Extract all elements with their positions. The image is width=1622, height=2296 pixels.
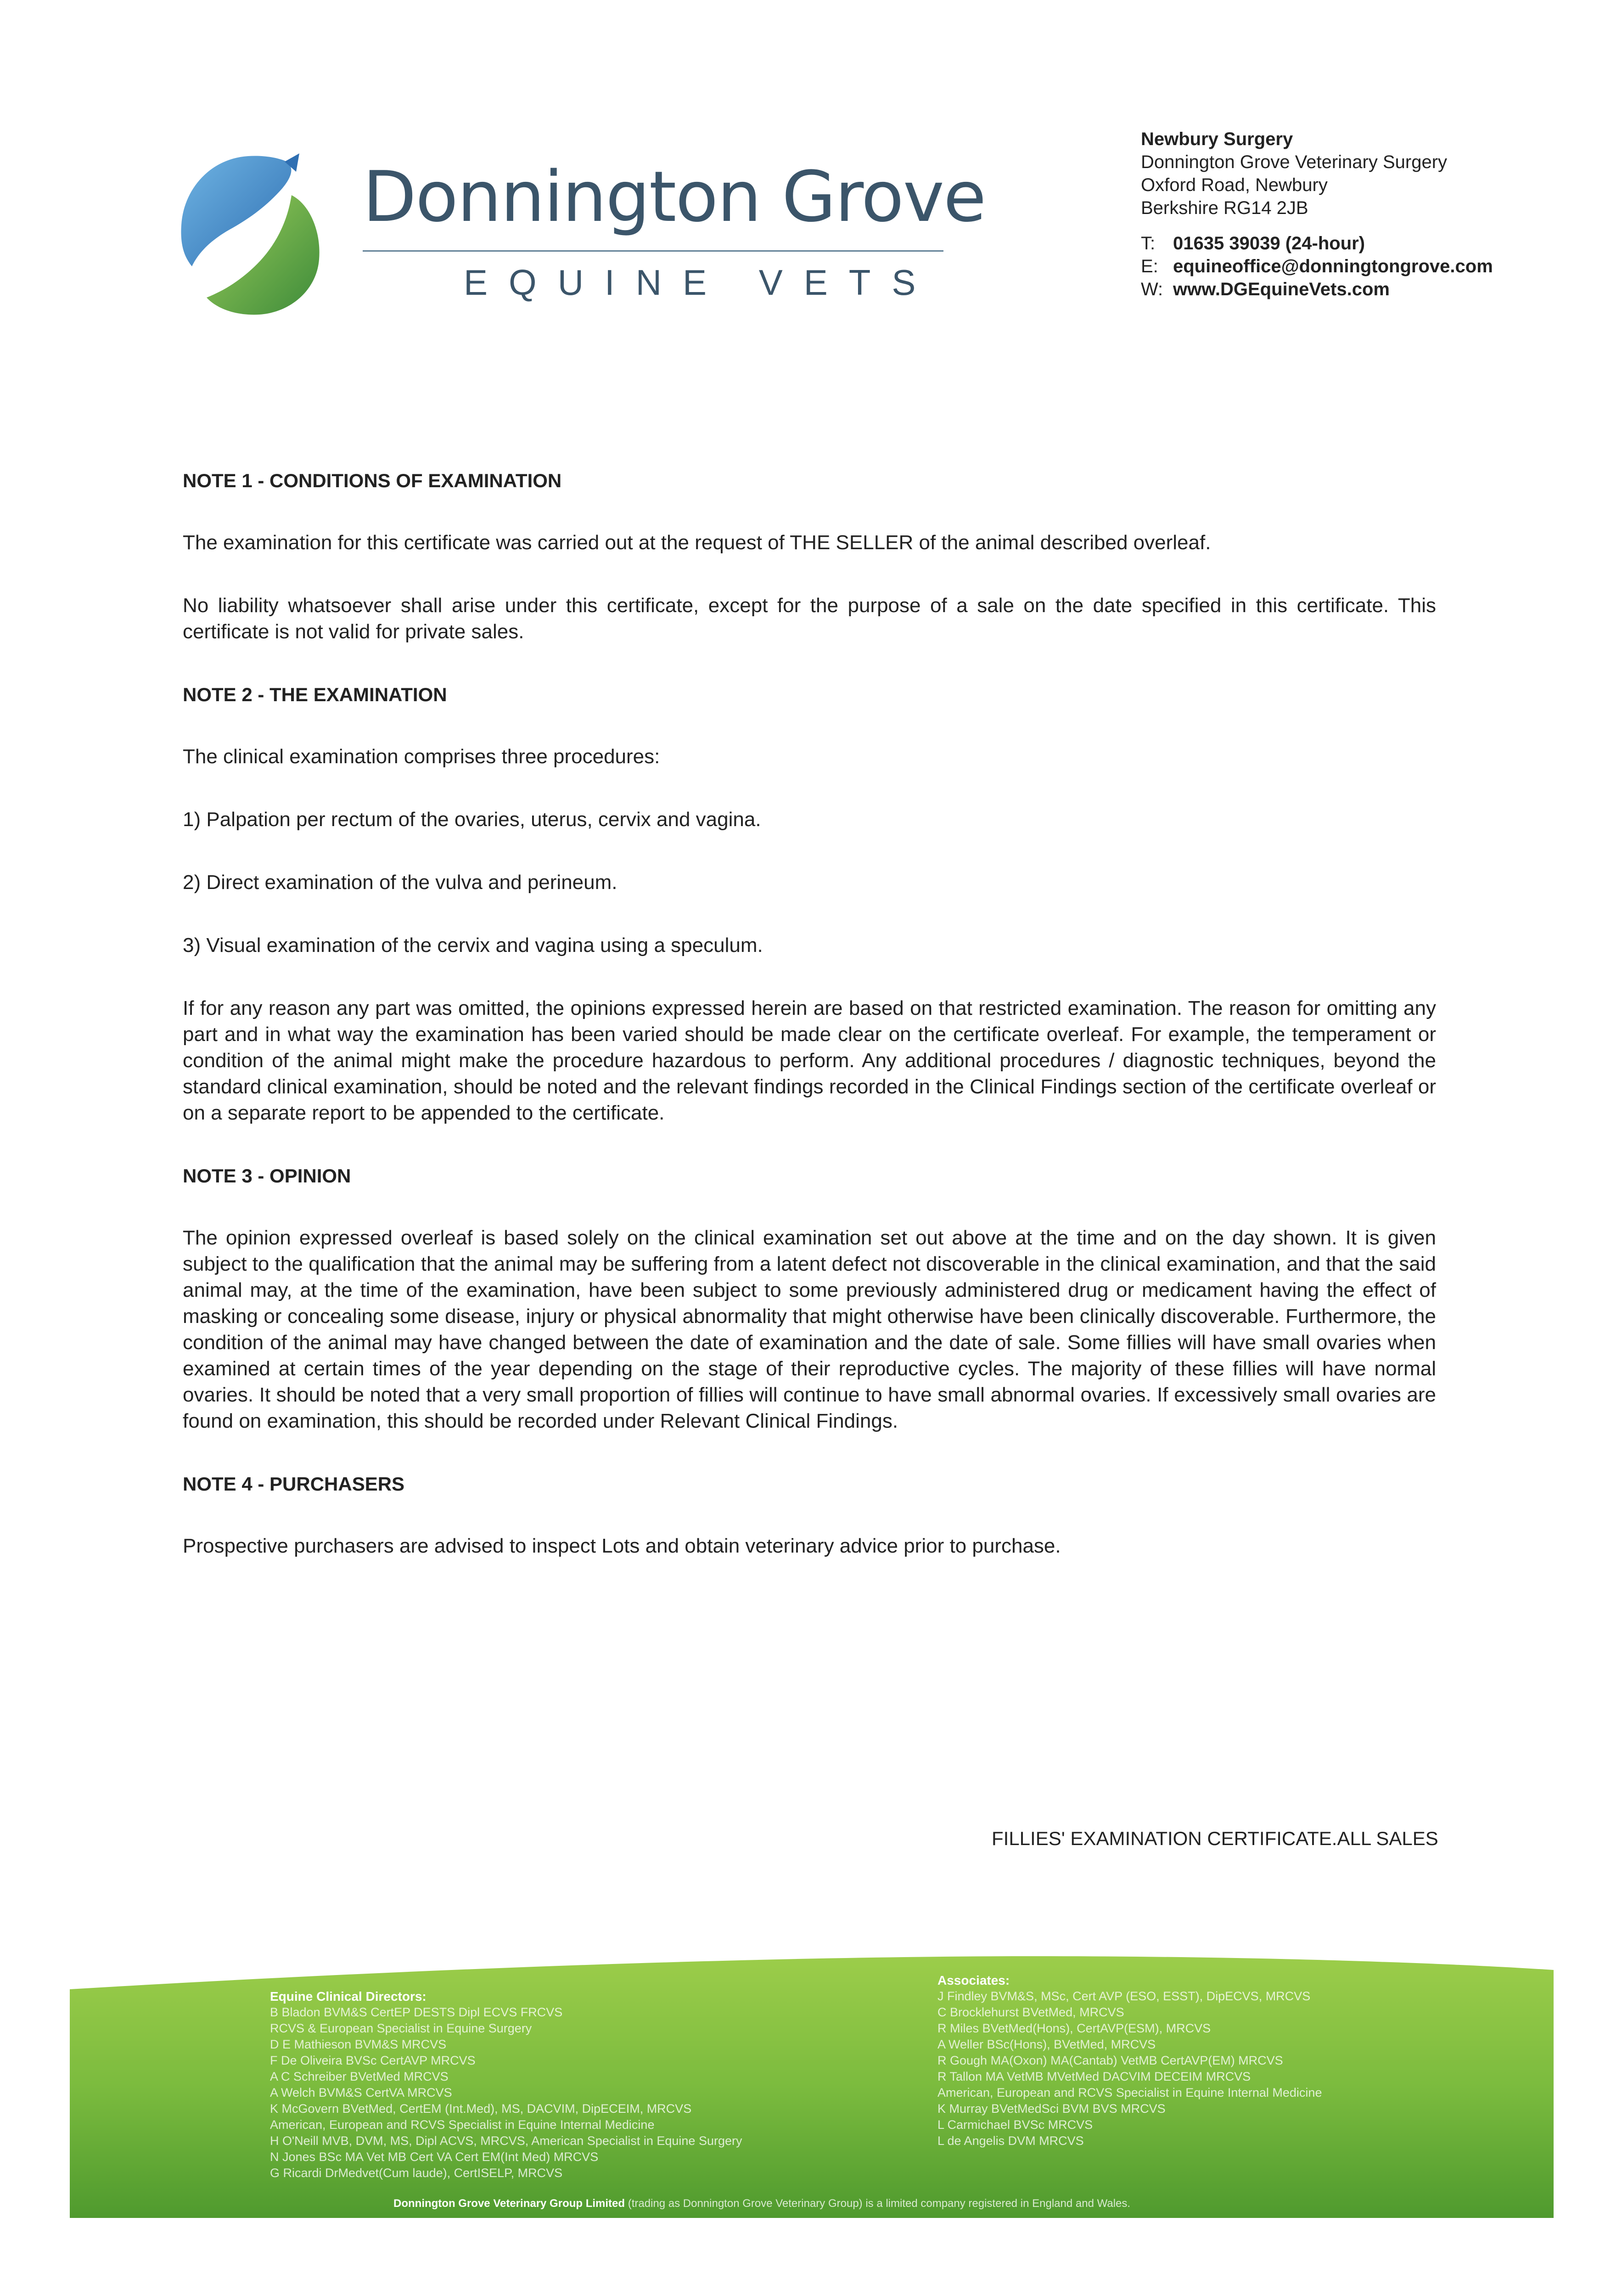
director-entry: N Jones BSc MA Vet MB Cert VA Cert EM(Int Med) MRCVS: [270, 2150, 599, 2164]
director-entry: G Ricardi DrMedvet(Cum laude), CertISELP, MRCVS: [270, 2166, 563, 2180]
address-line: Berkshire RG14 2JB: [1141, 198, 1308, 218]
office-name: Newbury Surgery: [1141, 129, 1293, 149]
associate-entry: R Tallon MA VetMB MVetMed DACVIM DECEIM MRCVS: [937, 2070, 1251, 2083]
director-entry: A Welch BVM&S CertVA MRCVS: [270, 2086, 452, 2099]
address-block: [1141, 128, 1447, 219]
contact-website: [1141, 278, 1493, 301]
director-entry: American, European and RCVS Specialist in Equine Internal Medicine: [270, 2118, 655, 2132]
telephone-value: 01635 39039 (24-hour): [1173, 233, 1365, 253]
note-1-heading: NOTE 1 - CONDITIONS OF EXAMINATION: [183, 470, 562, 491]
note-2-paragraph-2: If for any reason any part was omitted, the opinions expressed herein are based on that restricted examination. The reason for omitting any part and in what way the examination has been varied should be made clear on the certificate overleaf. For example, the temperament or condition of the animal might make the procedure hazardous to perform. Any additional procedures / diagnostic techniques, beyond the standard clinical examination, should be noted and the relevant findings recorded in the Clinical Findings section of the certificate overleaf or on a separate report to be appended to the certificate.: [183, 997, 1436, 1124]
telephone-label: T:: [1141, 233, 1156, 253]
procedure-item-1: 1) Palpation per rectum of the ovaries, uterus, cervix and vagina.: [183, 808, 761, 831]
note-3-heading: NOTE 3 - OPINION: [183, 1165, 351, 1187]
associate-entry: R Miles BVetMed(Hons), CertAVP(ESM), MRCVS: [937, 2021, 1211, 2035]
email-label: E:: [1141, 256, 1158, 276]
horse-head-logo-icon: [179, 152, 331, 317]
address-line: Oxford Road, Newbury: [1141, 175, 1328, 195]
contact-email: [1141, 255, 1493, 278]
document-reference: FILLIES' EXAMINATION CERTIFICATE.ALL SALES: [992, 1828, 1438, 1849]
associates-list: [937, 1972, 1322, 2149]
directors-list: [270, 1988, 742, 2181]
email-value[interactable]: equineoffice@donningtongrove.com: [1173, 256, 1493, 276]
associate-entry: L Carmichael BVSc MRCVS: [937, 2118, 1093, 2132]
note-2-paragraph-1: The clinical examination comprises three procedures:: [183, 745, 660, 768]
associate-entry: J Findley BVM&S, MSc, Cert AVP (ESO, ESST), DipECVS, MRCVS: [937, 1989, 1311, 2003]
associate-entry: American, European and RCVS Specialist in Equine Internal Medicine: [937, 2086, 1322, 2099]
director-entry: K McGovern BVetMed, CertEM (Int.Med), MS, DACVIM, DipECEIM, MRCVS: [270, 2102, 692, 2116]
director-entry: B Bladon BVM&S CertEP DESTS Dipl ECVS FRCVS: [270, 2005, 563, 2019]
website-value[interactable]: www.DGEquineVets.com: [1173, 279, 1390, 299]
director-entry: RCVS & European Specialist in Equine Surgery: [270, 2021, 532, 2035]
associate-entry: K Murray BVetMedSci BVM BVS MRCVS: [937, 2102, 1166, 2116]
director-entry: D E Mathieson BVM&S MRCVS: [270, 2037, 447, 2051]
note-1-paragraph-1: The examination for this certificate was carried out at the request of THE SELLER of the animal described overleaf.: [183, 531, 1211, 554]
associate-entry: A Weller BSc(Hons), BVetMed, MRCVS: [937, 2037, 1156, 2051]
company-registration-line: [393, 2197, 1130, 2210]
associates-heading: Associates:: [937, 1973, 1010, 1987]
note-4-heading: NOTE 4 - PURCHASERS: [183, 1473, 405, 1495]
associate-entry: R Gough MA(Oxon) MA(Cantab) VetMB CertAVP(EM) MRCVS: [937, 2054, 1283, 2067]
associate-entry: C Brocklehurst BVetMed, MRCVS: [937, 2005, 1124, 2019]
procedure-item-2: 2) Direct examination of the vulva and perineum.: [183, 871, 617, 894]
contact-telephone: [1141, 232, 1493, 255]
company-note: (trading as Donnington Grove Veterinary Group) is a limited company registered in England and Wales.: [628, 2197, 1131, 2210]
director-entry: A C Schreiber BVetMed MRCVS: [270, 2070, 449, 2083]
footer-banner: [70, 1952, 1554, 2218]
company-name: Donnington Grove Veterinary Group Limited: [393, 2197, 625, 2210]
contact-block: [1141, 232, 1493, 301]
note-4-paragraph: Prospective purchasers are advised to inspect Lots and obtain veterinary advice prior to purchase.: [183, 1535, 1061, 1557]
note-3-paragraph: The opinion expressed overleaf is based solely on the clinical examination set out above at the time and on the day shown. It is given subject to the qualification that the animal may be suffering from a latent defect not discoverable in the clinical examination, and that the said animal may, at the time of the examination, have been subject to some previously administered drug or medicament having the effect of masking or concealing some disease, injury or physical abnormality that might otherwise have been clinically discoverable. Furthermore, the condition of the animal may have changed between the date of examination and the date of sale. Some fillies will have small ovaries when examined at certain times of the year depending on the stage of their reproductive cycles. The majority of these fillies will have normal ovaries. It should be noted that a very small proportion of fillies will continue to have small abnormal ovaries. If excessively small ovaries are found on examination, this should be recorded under Relevant Clinical Findings.: [183, 1227, 1436, 1432]
brand-subtitle: EQUINE VETS: [464, 262, 937, 303]
note-2-heading: NOTE 2 - THE EXAMINATION: [183, 684, 447, 705]
directors-heading: Equine Clinical Directors:: [270, 1989, 427, 2003]
website-label: W:: [1141, 279, 1163, 299]
address-line: Donnington Grove Veterinary Surgery: [1141, 152, 1448, 172]
director-entry: F De Oliveira BVSc CertAVP MRCVS: [270, 2054, 476, 2067]
associate-entry: L de Angelis DVM MRCVS: [937, 2134, 1084, 2148]
brand-divider: [363, 250, 943, 252]
brand-name: Donnington Grove: [363, 156, 986, 237]
procedure-item-3: 3) Visual examination of the cervix and vagina using a speculum.: [183, 934, 763, 957]
director-entry: H O'Neill MVB, DVM, MS, Dipl ACVS, MRCVS, American Specialist in Equine Surgery: [270, 2134, 742, 2148]
notes-content: [183, 467, 1436, 1559]
note-1-paragraph-2: No liability whatsoever shall arise under this certificate, except for the purpose of a sale on the date specified in this certificate. This certificate is not valid for private sales.: [183, 594, 1436, 643]
